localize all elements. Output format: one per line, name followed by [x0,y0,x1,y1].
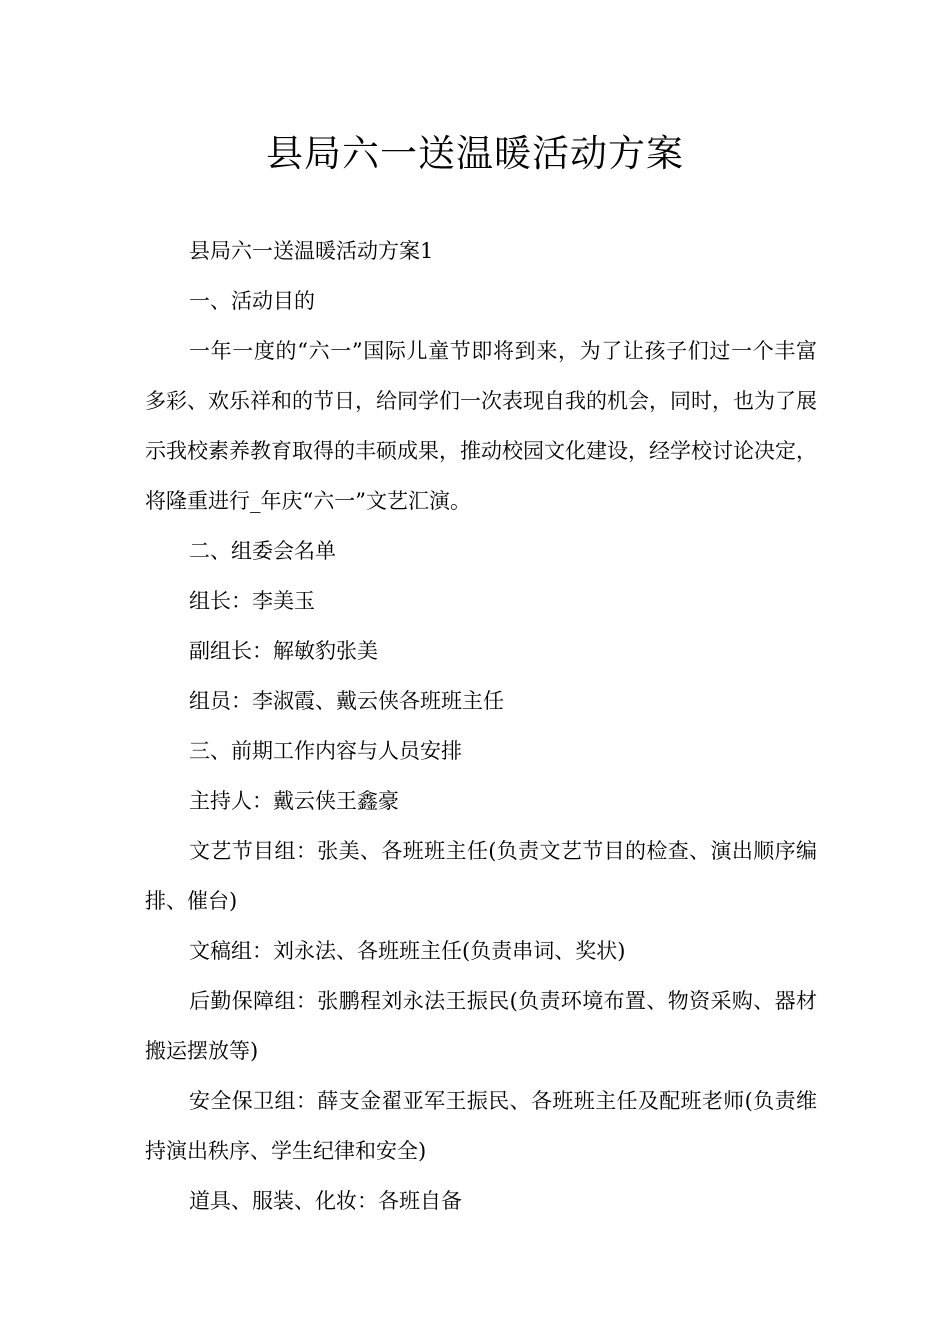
committee-leader: 组长：李美玉 [189,589,315,613]
paragraph-purpose: 一年一度的“六一”国际儿童节即将到来，为了让孩子们过一个丰富多彩、欢乐祥和的节日，给同学们一次表现自我的机会，同时，也为了展示我校素养教育取得的丰硕成果，推动校园文化建设，经学校讨论决定，将隆重进行_年庆“六一”文艺汇演。 [145,339,817,513]
section-heading-preparation: 三、前期工作内容与人员安排 [189,739,462,763]
program-group: 文艺节目组：张美、各班班主任(负责文艺节目的检查、演出顺序编排、催台) [145,839,817,913]
document-body [145,226,817,1226]
script-group: 文稿组：刘永法、各班班主任(负责串词、奖状) [189,939,626,963]
logistics-group: 后勤保障组：张鹏程刘永法王振民(负责环境布置、物资采购、器材搬运摆放等) [145,989,817,1063]
props-costume-makeup: 道具、服装、化妆：各班自备 [189,1189,462,1213]
host-assignment: 主持人：戴云侠王鑫豪 [189,789,399,813]
section-heading-committee: 二、组委会名单 [189,539,336,563]
section-heading-plan-1: 县局六一送温暖活动方案1 [189,239,434,263]
committee-vice-leader: 副组长：解敏豹张美 [189,639,378,663]
security-group: 安全保卫组：薛支金翟亚军王振民、各班班主任及配班老师(负责维持演出秩序、学生纪律和安全) [145,1089,817,1163]
committee-members: 组员：李淑霞、戴云侠各班班主任 [189,689,504,713]
document-title: 县局六一送温暖活动方案 [266,132,684,175]
section-heading-purpose: 一、活动目的 [189,289,315,313]
